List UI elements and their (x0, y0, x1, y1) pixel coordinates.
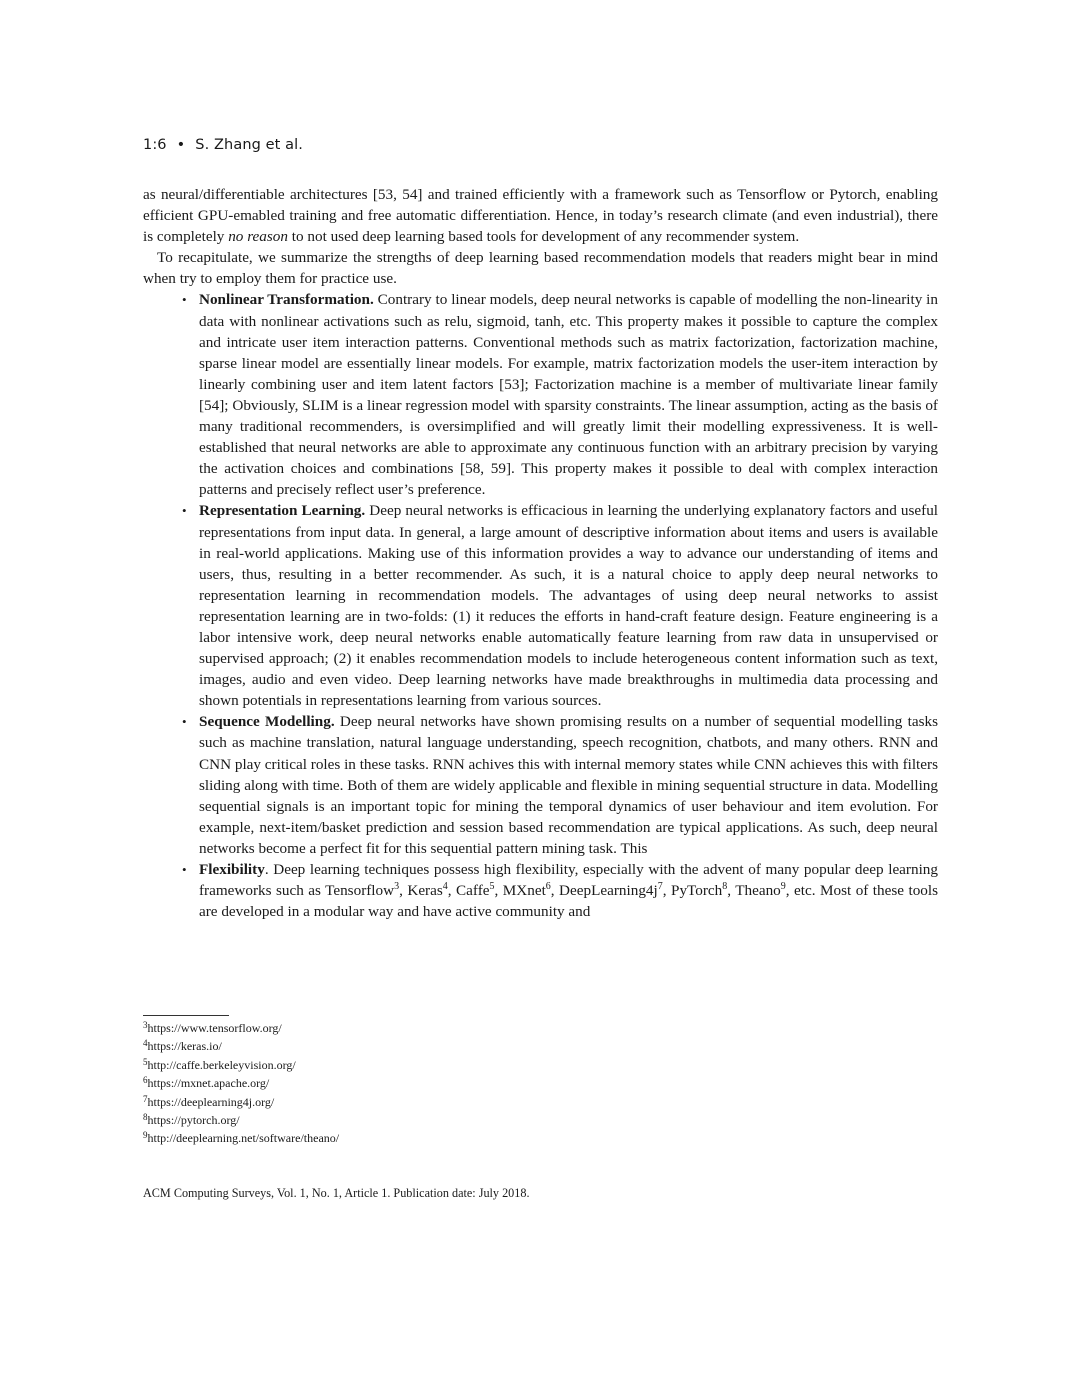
footnote-5 (143, 1056, 339, 1074)
footnote-7 (143, 1093, 339, 1111)
footnote-3 (143, 1019, 339, 1037)
footnote-url: http://deeplearning.net/software/theano/ (147, 1131, 340, 1146)
bullet-marker: • (182, 503, 187, 519)
main-text (143, 184, 938, 922)
item-text: , Theano (727, 882, 781, 900)
footnote-number: 6 (143, 1075, 148, 1086)
item-text: . Deep learning techniques possess high flexibility, especially with the advent of many popular deep learning frameworks such as Tensorflow (199, 861, 938, 900)
bullet-marker: • (182, 714, 187, 730)
footnote-number: 3 (143, 1020, 148, 1030)
footnote-ref: 6 (545, 881, 551, 893)
paragraph-text: to not used deep learning based tools for development of any recommender system. (287, 228, 800, 246)
strengths-list (143, 289, 938, 922)
item-text: , etc. Most of these tools are developed in a modular way and have active community and (199, 882, 939, 921)
paragraph-text: as neural/differentiable architectures [53, 54] and trained efficiently with a framework such as Tensorflow or Pytorch, enabling efficient GPU-emabled training and free automatic differentiation. Hence, in today’s research climate (and even industrial), there is completely (143, 186, 938, 246)
emphasis-text: no reason (228, 228, 288, 246)
footnote-divider (143, 1015, 229, 1016)
footnote-number: 9 (143, 1130, 148, 1141)
item-text: Contrary to linear models, deep neural networks is capable of modelling the non-linearity in data with nonlinear activations such as relu, sigmoid, tanh, etc. This property makes it possible to capture the complex and intricate user item interaction patterns. Conventional methods such as matrix factorization, factorization machine, sparse linear model are essentially linear models. For example, matrix factorization models the user-item interaction by linearly combining user and item latent factors [53]; Factorization machine is a member of multivariate linear family [54]; Obviously, SLIM is a linear regression model with sparsity constraints. The linear assumption, acting as the basis of many traditional recommenders, is oversimplified and will greatly limit their modelling expressiveness. It is well-established that neural networks are able to approximate any continuous function with an arbitrary precision by varying the activation choices and combinations [58, 59]. This property makes it possible to deal with complex interaction patterns and precisely reflect user’s preference. (199, 291, 938, 499)
footnote-url: https://mxnet.apache.org/ (147, 1076, 270, 1091)
list-item-sequence (182, 711, 938, 859)
authors: S. Zhang et al. (195, 137, 303, 153)
footnote-number: 5 (143, 1056, 148, 1067)
list-item-flexibility (182, 859, 939, 922)
footnote-number: 8 (143, 1112, 148, 1123)
item-text: , Keras (399, 882, 443, 900)
page-number: 1:6 (143, 137, 167, 153)
footnote-ref: 8 (722, 881, 728, 893)
item-text: , MXnet (494, 882, 546, 900)
footnote-url: https://keras.io/ (147, 1039, 222, 1054)
list-item-representation (182, 500, 939, 711)
paragraph-recap: To recapitulate, we summarize the strengths of deep learning based recommendation models that readers might bear in mind when try to employ them for practice use. (143, 249, 938, 288)
paper-page (143, 0, 938, 1397)
term-nonlinear: Nonlinear Transformation. (199, 291, 374, 309)
item-text: Deep neural networks is efficacious in learning the underlying explanatory factors and useful representations from input data. In general, a large amount of descriptive information about items and users is available in real-world applications. Making use of this information provides a way to advance our understanding of items and users, thus, resulting in a better recommender. As such, it is a natural choice to apply deep neural networks to representation learning in recommendation models. The advantages of using deep neural networks to assist representation learning are in two-folds: (1) it reduces the efforts in hand-craft feature design. Feature engineering is a labor intensive work, deep neural networks enable automatically feature learning from raw data in unsupervised or supervised approach; (2) it enables recommendation models to include heterogeneous content information such as text, images, audio and even video. Deep learning networks have made breakthroughs in multimedia data processing and shown potentials in representations learning from various sources. (199, 502, 939, 710)
footnote-4 (143, 1037, 339, 1055)
item-text: , Caffe (447, 882, 490, 900)
footnote-url: https://www.tensorflow.org/ (147, 1021, 282, 1035)
journal-footer: ACM Computing Surveys, Vol. 1, No. 1, Article 1. Publication date: July 2018. (143, 1186, 530, 1200)
footnotes (143, 1019, 339, 1148)
running-head (143, 137, 303, 153)
paragraph-continuation (143, 184, 938, 247)
footnote-number: 7 (143, 1093, 148, 1104)
footnote-ref: 4 (442, 881, 448, 893)
item-text: Deep neural networks have shown promising results on a number of sequential modelling tasks such as machine translation, natural language understanding, speech recognition, chatbots, and many others. RNN and CNN play critical roles in these tasks. RNN achives this with internal memory states while CNN achieves this with filters sliding along with time. Both of them are widely applicable and flexible in mining sequential structure in data. Modelling sequential signals is an important topic for mining the temporal dynamics of user behaviour and item evolution. For example, next-item/basket prediction and session based recommendation are typical applications. As such, deep neural networks become a perfect fit for this sequential pattern mining task. This (199, 713, 938, 857)
term-sequence: Sequence Modelling. (199, 713, 335, 731)
footnote-6 (143, 1074, 339, 1092)
term-representation: Representation Learning. (199, 502, 366, 520)
term-flexibility: Flexibility (199, 861, 265, 878)
footnote-ref: 7 (657, 881, 663, 893)
footnote-ref: 9 (780, 881, 786, 893)
bullet-marker: • (182, 292, 187, 308)
footnote-url: http://caffe.berkeleyvision.org/ (147, 1057, 296, 1072)
bullet-marker: • (182, 862, 187, 877)
footnote-url: https://deeplearning4j.org/ (147, 1094, 275, 1109)
list-item-nonlinear (182, 289, 938, 500)
footnote-ref: 5 (489, 881, 495, 893)
footnote-8 (143, 1111, 339, 1129)
footnote-number: 4 (143, 1038, 148, 1049)
footnote-url: https://pytorch.org/ (147, 1113, 240, 1128)
item-text: , DeepLearning4j (550, 882, 658, 900)
header-separator: • (176, 137, 186, 153)
item-text: , PyTorch (662, 882, 723, 900)
footnote-9 (143, 1129, 339, 1147)
footnote-ref: 3 (394, 881, 400, 893)
